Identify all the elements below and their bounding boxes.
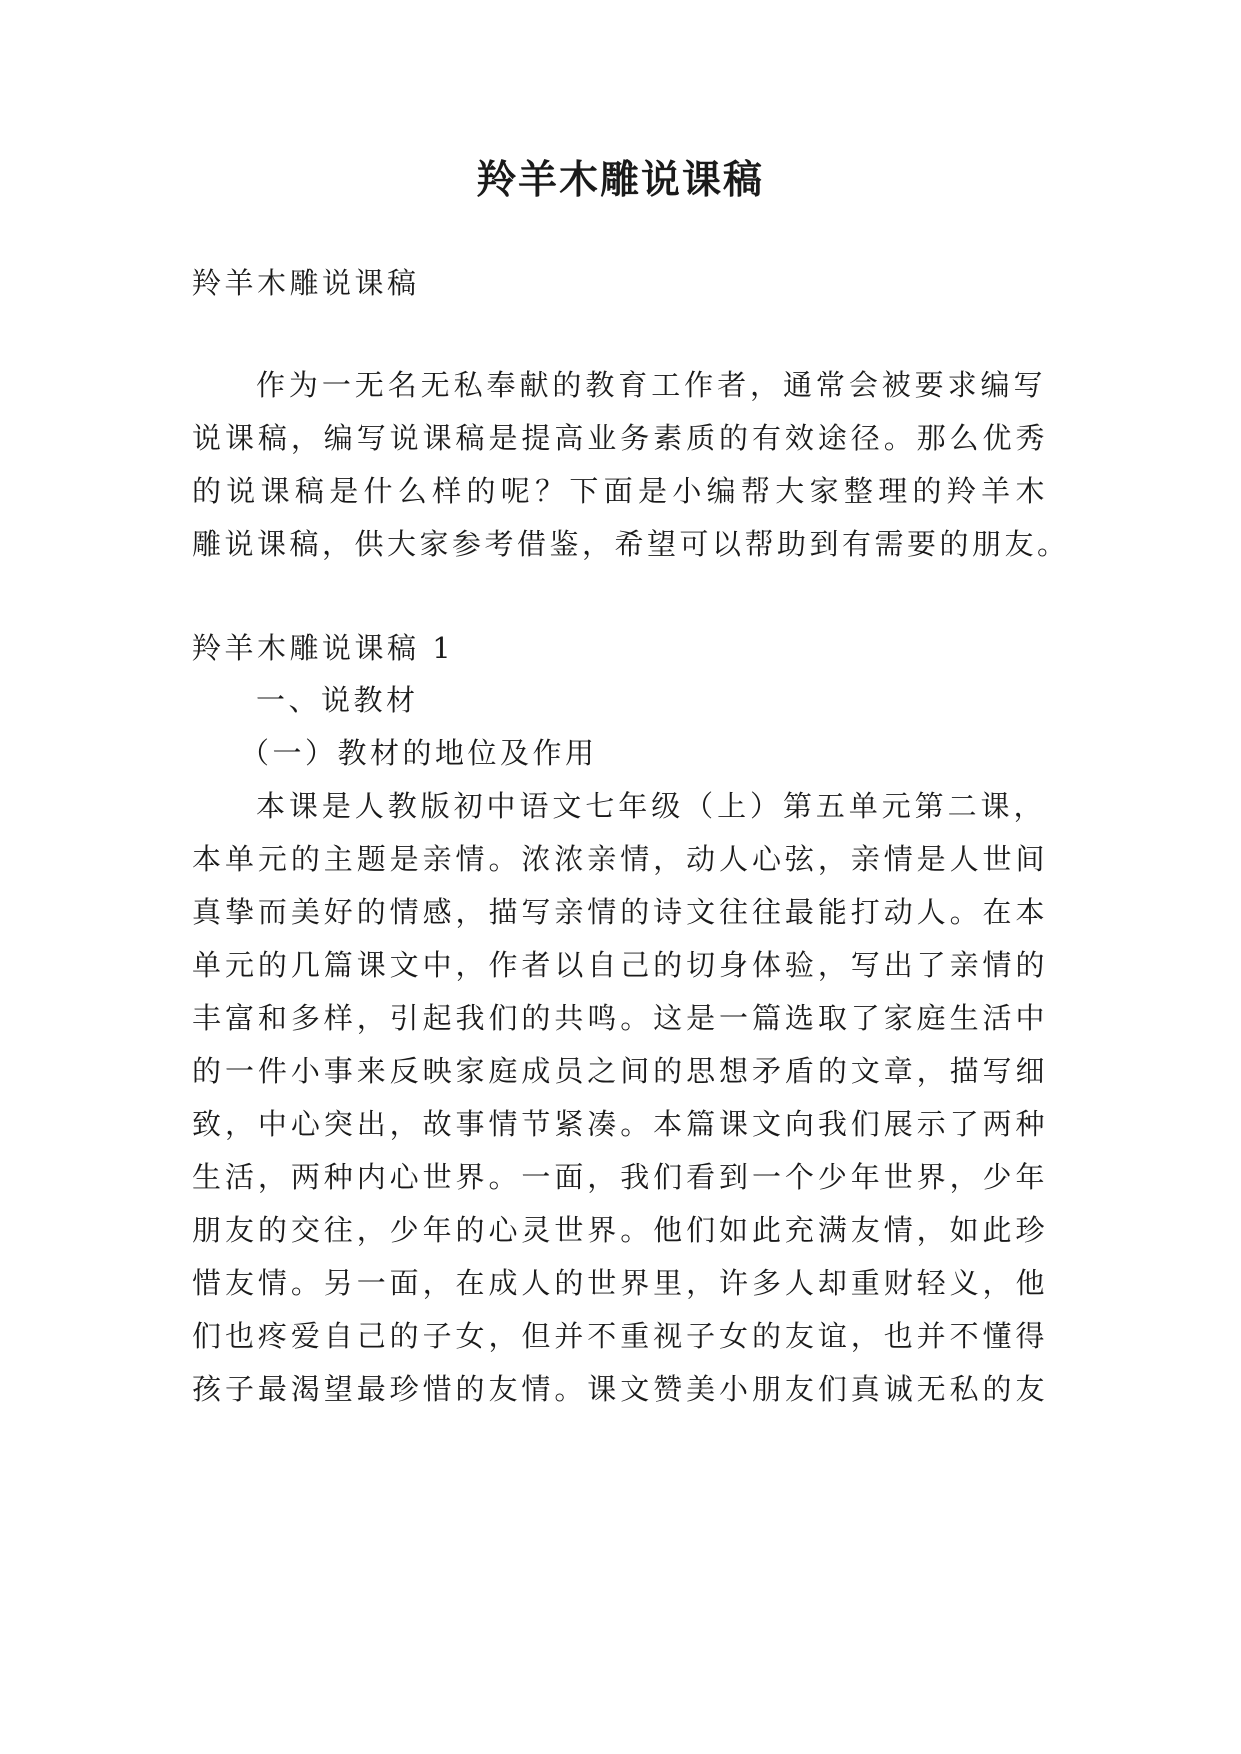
body-line: 朋友的交往，少年的心灵世界。他们如此充满友情，如此珍 — [192, 1213, 1048, 1247]
body-line: 孩子最渴望最珍惜的友情。课文赞美小朋友们真诚无私的友 — [192, 1372, 1048, 1406]
intro-line: 说课稿，编写说课稿是提高业务素质的有效途径。那么优秀 — [192, 421, 1048, 455]
body-line: 们也疼爱自己的子女，但并不重视子女的友谊，也并不懂得 — [192, 1319, 1048, 1353]
document-subtitle: 羚羊木雕说课稿 — [192, 266, 420, 300]
body-line: 的一件小事来反映家庭成员之间的思想矛盾的文章，描写细 — [192, 1054, 1048, 1088]
body-line: 丰富和多样，引起我们的共鸣。这是一篇选取了家庭生活中 — [192, 1001, 1048, 1035]
body-line: 本课是人教版初中语文七年级（上）第五单元第二课， — [256, 789, 1046, 823]
section-title: 羚羊木雕说课稿 1 — [192, 631, 455, 665]
body-line: 生活，两种内心世界。一面，我们看到一个少年世界，少年 — [192, 1160, 1048, 1194]
document-title: 羚羊木雕说课稿 — [476, 157, 764, 203]
heading-1: 一、说教材 — [256, 683, 419, 717]
intro-line: 的说课稿是什么样的呢？下面是小编帮大家整理的羚羊木 — [192, 474, 1048, 508]
heading-2: （一）教材的地位及作用 — [240, 736, 598, 770]
body-line: 单元的几篇课文中，作者以自己的切身体验，写出了亲情的 — [192, 948, 1048, 982]
body-line: 本单元的主题是亲情。浓浓亲情，动人心弦，亲情是人世间 — [192, 842, 1048, 876]
intro-line: 作为一无名无私奉献的教育工作者，通常会被要求编写 — [256, 368, 1046, 402]
body-line: 惜友情。另一面，在成人的世界里，许多人却重财轻义，他 — [192, 1266, 1048, 1300]
body-line: 致，中心突出，故事情节紧凑。本篇课文向我们展示了两种 — [192, 1107, 1048, 1141]
body-line: 真挚而美好的情感，描写亲情的诗文往往最能打动人。在本 — [192, 895, 1048, 929]
intro-line: 雕说课稿，供大家参考借鉴，希望可以帮助到有需要的朋友。 — [192, 527, 1070, 561]
